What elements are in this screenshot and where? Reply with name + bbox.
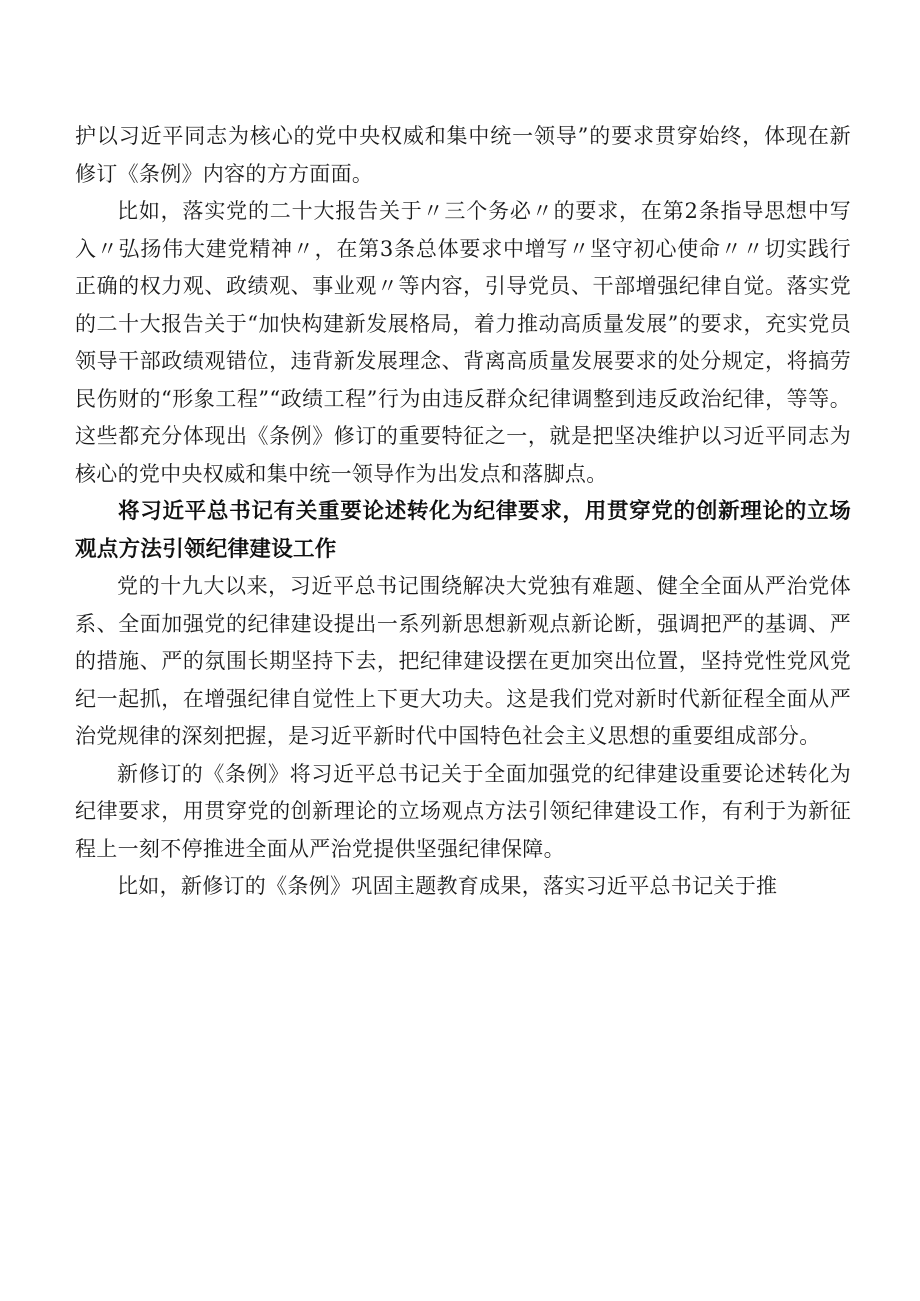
- paragraph-revised-regulations: 新修订的《条例》将习近平总书记关于全面加强党的纪律建设重要论述转化为纪律要求，用贯穿党的创新理论的立场观点方法引领纪律建设工作，有利于为新征程上一刻不停推进全面从严治党提供坚强纪律保障。: [75, 761, 851, 861]
- paragraph-example-truncated: 比如，新修订的《条例》巩固主题教育成果，落实习近平总书记关于推: [117, 874, 778, 898]
- paragraph-three-musts-example: 比如，落实党的二十大报告关于〃三个务必〃的要求，在第2条指导思想中写入〃弘扬伟大建党精神〃，在第3条总体要求中增写〃坚守初心使命〃〃切实践行正确的权力观、政绩观、事业观〃等内容，引导党员、干部增强纪律自觉。落实党的二十大报告关于“加快构建新发展格局，着力推动高质量发展”的要求，充实党员领导干部政绩观错位，违背新发展理念、背离高质量发展要求的处分规定，将搞劳民伤财的“形象工程”“政绩工程”行为由违反群众纪律调整到违反政治纪律，等等。这些都充分体现出《条例》修订的重要特征之一，就是把坚决维护以习近平同志为核心的党中央权威和集中统一领导作为出发点和落脚点。: [75, 199, 851, 486]
- section-heading: 将习近平总书记有关重要论述转化为纪律要求，用贯穿党的创新理论的立场观点方法引领纪律建设工作: [75, 499, 851, 562]
- paragraph-nineteenth-congress: 党的十九大以来，习近平总书记围绕解决大党独有难题、健全全面从严治党体系、全面加强党的纪律建设提出一系列新思想新观点新论断，强调把严的基调、严的措施、严的氛围长期坚持下去，把纪律建设摆在更加突出位置，坚持党性党风党纪一起抓，在增强纪律自觉性上下更大功夫。这是我们党对新时代新征程全面从严治党规律的深刻把握，是习近平新时代中国特色社会主义思想的重要组成部分。: [75, 574, 851, 748]
- paragraph-continuation: 护以习近平同志为核心的党中央权威和集中统一领导”的要求贯穿始终，体现在新修订《条例》内容的方方面面。: [75, 124, 851, 186]
- document-body: [75, 118, 851, 906]
